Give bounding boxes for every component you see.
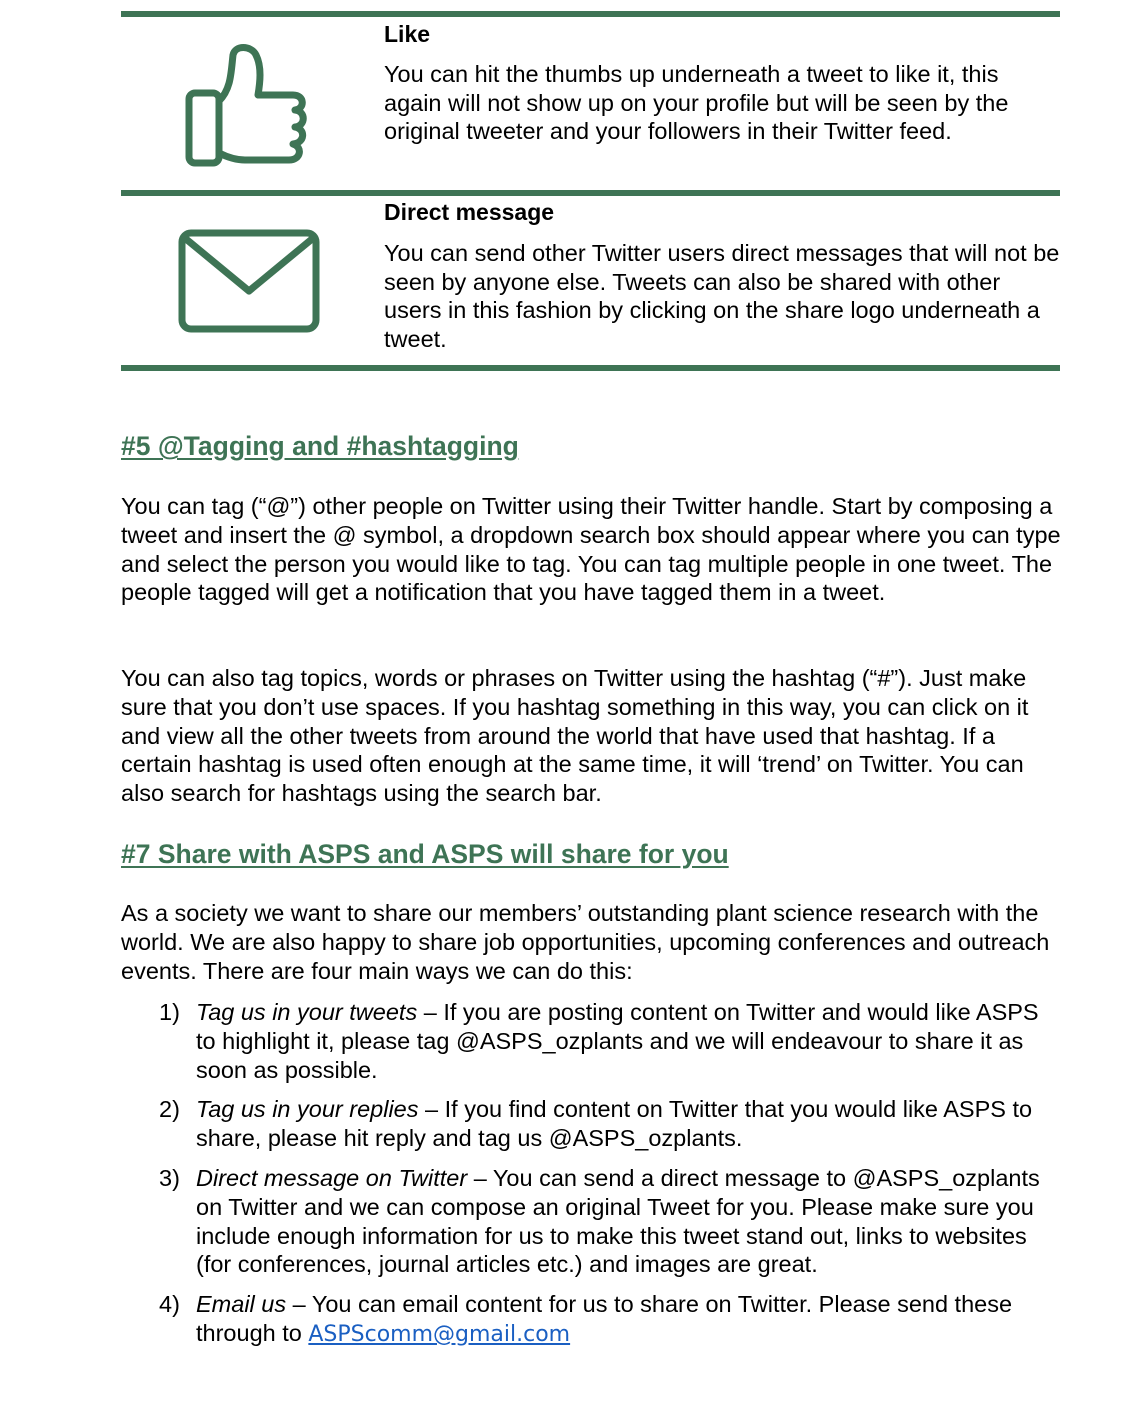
list-item-text: – If you are posting content on Twitter and would like ASPS to highlight it, please tag @ASPS_ozplants and we will endeavour to share it as soon as possible. [196, 999, 1039, 1083]
section-heading-tagging: #5 @Tagging and #hashtagging [121, 431, 519, 461]
section-heading-share: #7 Share with ASPS and ASPS will share for you [121, 839, 729, 869]
list-number: 4) [159, 1291, 180, 1318]
list-item-text: – If you find content on Twitter that you would like ASPS to share, please hit reply and tag us @ASPS_ozplants. [196, 1096, 1033, 1152]
list-item [121, 1290, 1061, 1350]
list-item-text: – You can email content for us to share on Twitter. Please send these through to [196, 1291, 1013, 1346]
list-number: 2) [159, 1096, 180, 1123]
list-number: 1) [159, 999, 180, 1025]
list-number: 3) [159, 1164, 180, 1191]
thumbs-up-icon [185, 43, 310, 173]
share-methods-list [121, 998, 1061, 1361]
list-item-lead: Tag us in your tweets [196, 999, 418, 1025]
email-link[interactable]: ASPScomm@gmail.com [308, 1321, 571, 1347]
list-item-lead: Direct message on Twitter [196, 1164, 468, 1191]
list-item-lead: Tag us in your replies [196, 1096, 419, 1123]
feature-text-like: You can hit the thumbs up underneath a tweet to like it, this again will not show up on your profile but will be seen by the original tweeter and your followers in their Twitter feed. [384, 61, 1009, 145]
feature-title-direct-message: Direct message [384, 199, 555, 225]
feature-text-direct-message: You can send other Twitter users direct messages that will not be seen by anyone else. Tweets can also be shared with other users in this fashion by clicking on the share logo underneath a tweet. [384, 240, 1060, 353]
list-item [121, 998, 1061, 1084]
paragraph-share-intro: As a society we want to share our members’ outstanding plant science research with the world. We are also happy to share job opportunities, upcoming conferences and outreach events. There are four main ways we can do this: [121, 900, 1050, 984]
table-top-rule [121, 11, 1060, 17]
table-middle-rule [121, 190, 1060, 196]
table-bottom-rule [121, 365, 1060, 371]
list-item-text: – You can send a direct message to @ASPS_ozplants on Twitter and we can compose an original Tweet for you. Please make sure you include enough information for us to make this tweet stand out, links to websites (for conferences, journal articles etc.) and images are great. [196, 1164, 1040, 1278]
envelope-icon [178, 229, 320, 338]
list-item [121, 1164, 1061, 1279]
list-item-lead: Email us [196, 1291, 287, 1318]
paragraph-tagging: You can tag (“@”) other people on Twitter using their Twitter handle. Start by composing a tweet and insert the @ symbol, a dropdown search box should appear where you can type and select the person you would like to tag. You can tag multiple people in one tweet. The people tagged will get a notification that you have tagged them in a tweet. [121, 493, 1061, 606]
list-item [121, 1095, 1061, 1153]
feature-title-like: Like [384, 21, 431, 47]
paragraph-hashtagging: You can also tag topics, words or phrases on Twitter using the hashtag (“#”). Just make sure that you don’t use spaces. If you hashtag something in this way, you can click on it and view all the other tweets from around the world that have used that hashtag. If a certain hashtag is used often enough at the same time, it will ‘trend’ on Twitter. You can also search for hashtags using the search bar. [121, 665, 1029, 807]
